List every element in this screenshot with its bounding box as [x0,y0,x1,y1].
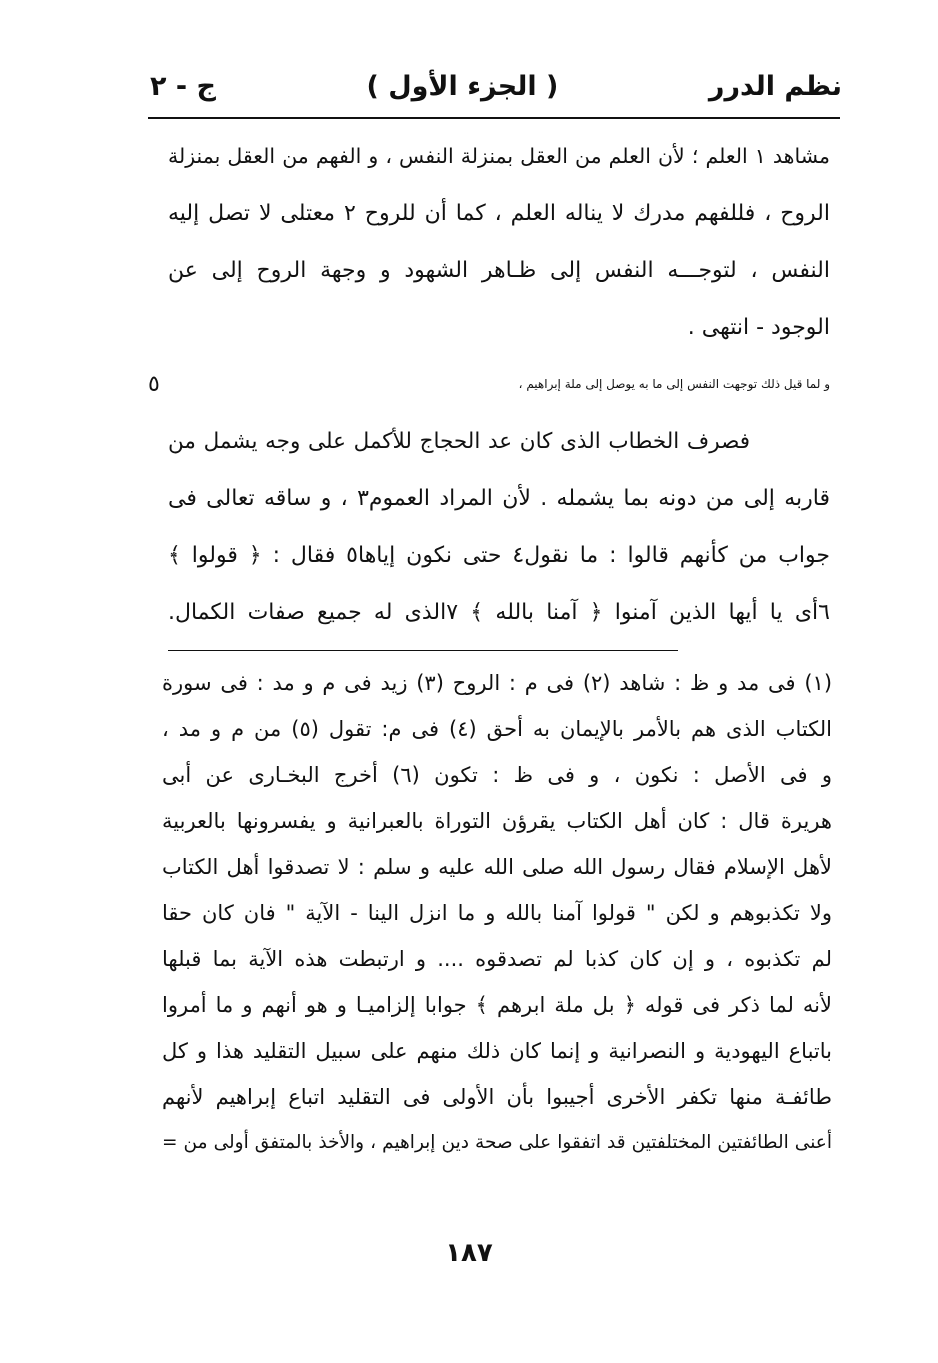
book-title: نظم الدرر [708,70,842,102]
text-line: جواب من كأنهم قالوا : ما نقول٤ حتى نكون إياها٥ فقال : ﴿ قولوا ﴾ [168,543,831,568]
text-line: فصرف الخطاب الذى كان عد الحجاج للأكمل على وجه يشمل من [168,429,750,454]
running-header [150,62,842,110]
footnote-line: الكتاب الذى هم بالأمر بالإيمان به أحق (٤) فى م: تقول (٥) من م و مد ، [162,717,833,741]
header-rule [148,117,840,119]
text-line: قاربه إلى من دونه بما يشمله . لأن المراد العموم٣ ، و ساقه تعالى فى [168,486,830,511]
footnote-line: هريرة قال : كان أهل الكتاب يقرؤن التوراة بالعبرانية و يفسرونها بالعربية [162,809,832,833]
footnote-line: لأنه لما ذكر فى قوله ﴿ بل ملة ابرهم ﴾ جوابا إلزاميـا و هو أنهم و ما أمروا [162,993,832,1017]
footnote-line: باتباع اليهودية و النصرانية و إنما كان ذلك منهم على سبيل التقليد هذا و كل [162,1039,832,1063]
footnote-line: و فى الأصل : نكون ، و فى ظ : تكون (٦) أخرج البخـارى عن أبى [162,763,832,787]
verse-line-text: و لما قيل ذلك توجهت النفس إلى ما به يوصل إلى ملة إبراهيم ، [518,377,830,391]
text-line: الروح ، فللفهم مدرك لا يناله العلم ، كما أن للروح ٢ معتلى لا تصل إليه [168,201,830,226]
text-line: النفس ، لتوجـــه النفس إلى ظـاهر الشهود و وجهة الروح إلى عن [168,258,830,283]
footnote-line: (١) فى مد و ظ : شاهد (٢) فى م : الروح (٣) زيد فى م و مد : فى سورة [162,671,833,695]
text-line: الوجود - انتهى . [687,315,830,340]
footnotes [162,660,832,1166]
part-title: ( الجزء الأول ) [366,70,559,102]
main-text [148,128,831,641]
text-line: مشاهد ١ العلم ؛ لأن العلم من العقل بمنزلة النفس ، و الفهم من العقل بمنزلة [168,144,830,168]
text-line: ٦أى يا أيها الذين آمنوا ﴿ آمنا بالله ﴾ ٧الذى له جميع صفات الكمال. [168,600,830,625]
footnote-line: لأهل الإسلام فقال رسول الله صلى الله عليه و سلم : لا تصدقوا أهل الكتاب [162,855,832,879]
footnote-line: لم تكذبوه ، و إن كان كذبا لم تصدقوه .... و ارتبطت هذه الآية بما قبلها [162,947,832,971]
footnote-line: ولا تكذبوهم و لكن " قولوا آمنا بالله و ما انزل الينا - الآية " فان كان حقا [162,901,832,925]
verse-number: ٥ [148,372,160,397]
volume-label: ج - ٢ [150,70,216,102]
page-number: ١٨٧ [445,1238,493,1268]
footnote-line: طائفـة منها تكفر الأخرى أجيبوا بأن الأولى فى التقليد اتباع إبراهيم لأنهم [162,1085,832,1109]
footnote-line: أعنى الطائفتين المختلفتين قد اتفقوا على صحة دين إبراهيم ، والأخذ بالمتفق أولى من = [162,1132,832,1153]
text-line [148,356,830,413]
footnote-rule [168,650,678,651]
